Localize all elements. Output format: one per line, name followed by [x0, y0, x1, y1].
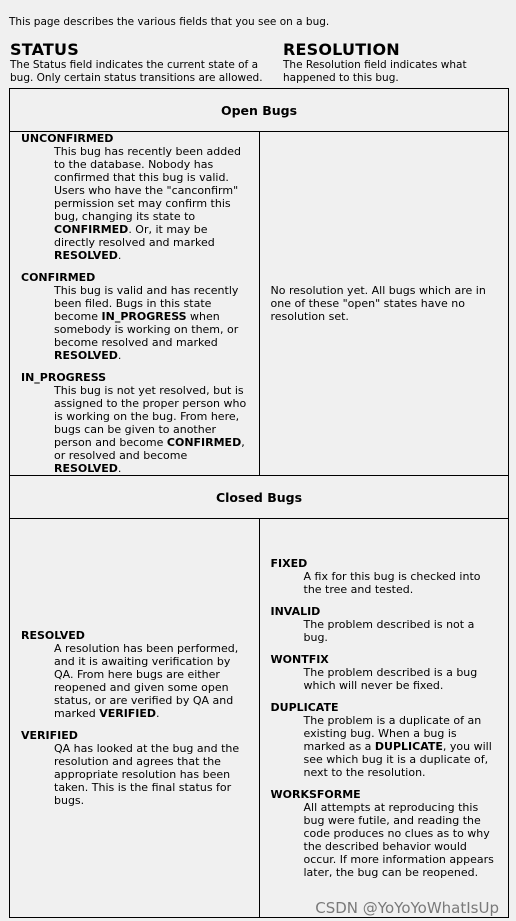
watermark: CSDN @YoYoYoWhatIsUp: [315, 899, 499, 917]
resolution-term: FIXED: [270, 557, 308, 570]
status-term: CONFIRMED: [21, 271, 96, 284]
resolution-term: DUPLICATE: [270, 701, 339, 714]
bold-keyword: DUPLICATE: [374, 740, 443, 753]
open-status-cell: [10, 132, 260, 476]
description-text: The problem described is a bug which will never be fixed.: [303, 666, 478, 692]
status-term: IN_PROGRESS: [21, 371, 107, 384]
resolution-term: WONTFIX: [270, 653, 329, 666]
resolution-header: [283, 41, 505, 85]
description-text: The problem is a duplicate of an existing bug. When a bug is marked as a: [303, 714, 482, 753]
description-text: A fix for this bug is checked into the tree and tested.: [303, 570, 481, 596]
status-title: STATUS: [10, 40, 79, 59]
status-description: [54, 742, 248, 807]
status-description: [54, 384, 248, 475]
resolution-description: [304, 801, 498, 879]
description-text: , you will see which bug it is a duplicate of, next to the resolution.: [303, 740, 492, 779]
closed-bugs-heading: Closed Bugs: [10, 476, 509, 519]
closed-status-list: [21, 629, 248, 807]
bold-keyword: CONFIRMED: [166, 436, 242, 449]
open-resolution-cell: [259, 132, 509, 476]
description-text: This bug is not yet resolved, but is assigned to the proper person who is working on the bug. From here, bugs can be given to another person and become: [54, 384, 247, 449]
description-text: The problem described is not a bug.: [303, 618, 475, 644]
resolution-term: WORKSFORME: [270, 788, 361, 801]
status-term: VERIFIED: [21, 729, 78, 742]
closed-resolution-cell: [259, 519, 509, 918]
bold-keyword: CONFIRMED: [54, 223, 129, 236]
description-text: A resolution has been performed, and it is awaiting verification by QA. From here bugs are either reopened and given some open status, or are verified by QA and marked: [54, 642, 239, 720]
bold-keyword: RESOLVED: [54, 462, 118, 475]
open-resolution-text: No resolution yet. All bugs which are in one of these "open" states have no resolution set.: [270, 284, 486, 323]
bold-keyword: RESOLVED: [54, 349, 118, 362]
bug-fields-table: [9, 88, 509, 918]
bold-keyword: RESOLVED: [54, 249, 118, 262]
resolution-term: INVALID: [270, 605, 321, 618]
intro-text: This page describes the various fields that you see on a bug.: [9, 16, 330, 28]
description-text: All attempts at reproducing this bug were futile, and reading the code produces no clues as to why the described behavior would occur. If more information appears later, the bug can be reopened.: [303, 801, 494, 879]
description-text: .: [156, 707, 160, 720]
open-status-list: [21, 132, 248, 475]
description-text: when somebody is working on them, or become resolved and marked: [54, 310, 239, 349]
status-header: [10, 41, 276, 85]
open-bugs-heading: Open Bugs: [10, 89, 509, 132]
status-description: [54, 145, 248, 262]
description-text: .: [117, 462, 122, 475]
resolution-description: [304, 666, 498, 692]
description-text: This bug is valid and has recently been filed. Bugs in this state become: [54, 284, 239, 323]
description-text: .: [117, 249, 122, 262]
status-term: UNCONFIRMED: [21, 132, 114, 145]
status-description: The Status field indicates the current state of a bug. Only certain status transitions are allowed.: [10, 59, 263, 84]
resolution-description: [304, 714, 498, 779]
closed-status-cell: [10, 519, 260, 918]
status-term: RESOLVED: [21, 629, 85, 642]
description-text: .: [117, 349, 122, 362]
resolution-description: [304, 570, 498, 596]
resolution-description: [304, 618, 498, 644]
description-text: QA has looked at the bug and the resolution and agrees that the appropriate resolution has been taken. This is the final status for bugs.: [54, 742, 240, 807]
bold-keyword: IN_PROGRESS: [101, 310, 187, 323]
status-description: [54, 642, 248, 720]
resolution-title: RESOLUTION: [283, 40, 400, 59]
resolution-description: The Resolution field indicates what happened to this bug.: [283, 59, 467, 84]
description-text: , or resolved and become: [54, 436, 245, 462]
status-description: [54, 284, 248, 362]
bold-keyword: VERIFIED: [99, 707, 157, 720]
description-text: This bug has recently been added to the database. Nobody has confirmed that this bug is valid. Users who have the "canconfirm" permission set may confirm this bug, changing its state to: [54, 145, 241, 223]
description-text: . Or, it may be directly resolved and marked: [54, 223, 215, 249]
closed-resolution-list: [271, 557, 498, 879]
